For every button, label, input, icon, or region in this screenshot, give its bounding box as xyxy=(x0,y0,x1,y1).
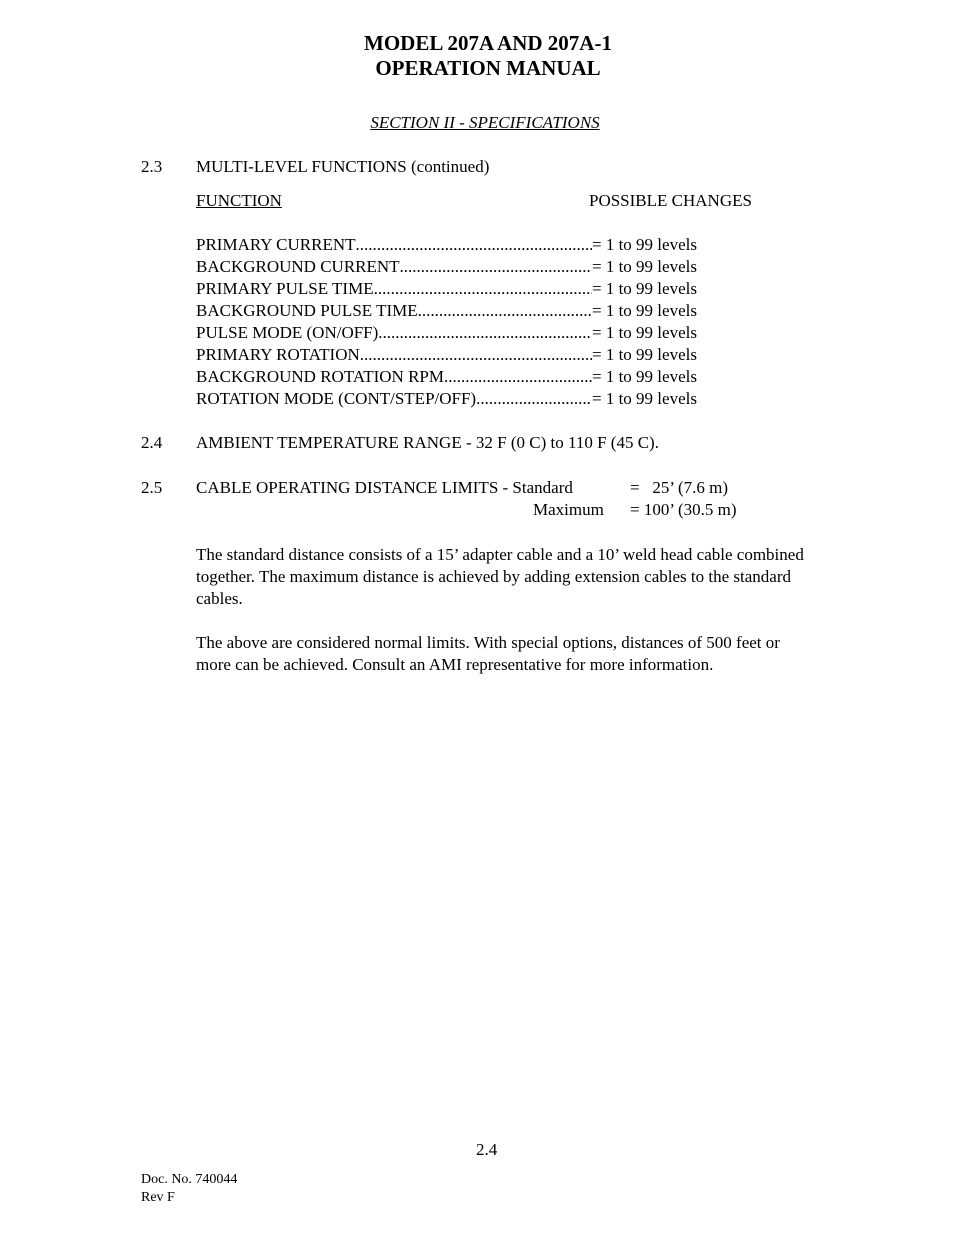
function-value: = 1 to 99 levels xyxy=(592,279,697,298)
title-line-2: OPERATION MANUAL xyxy=(375,56,601,80)
function-value: = 1 to 99 levels xyxy=(592,323,697,342)
section-2-3-heading: MULTI-LEVEL FUNCTIONS (continued) xyxy=(196,157,490,176)
function-value: = 1 to 99 levels xyxy=(592,389,697,408)
function-row: BACKGROUND ROTATION RPM ..... xyxy=(196,367,592,387)
function-value: = 1 to 99 levels xyxy=(592,257,697,276)
function-value: = 1 to 99 levels xyxy=(592,235,697,254)
section-2-4-text: AMBIENT TEMPERATURE RANGE - 32 F (0 C) to 110 F (45 C). xyxy=(196,433,659,452)
standard-distance-value: = 25’ (7.6 m) xyxy=(630,478,729,497)
function-value: = 1 to 99 levels xyxy=(592,367,697,386)
title-line-1: MODEL 207A AND 207A-1 xyxy=(364,31,612,55)
function-row: PULSE MODE (ON/OFF) ..... xyxy=(196,323,592,343)
function-row: PRIMARY CURRENT ..... xyxy=(196,235,592,255)
function-row: BACKGROUND PULSE TIME ..... xyxy=(196,301,592,321)
section-2-3-number: 2.3 xyxy=(141,157,163,176)
section-2-5-heading: CABLE OPERATING DISTANCE LIMITS - Standard xyxy=(196,478,573,497)
section-2-4-number: 2.4 xyxy=(141,433,163,452)
maximum-label: Maximum xyxy=(533,500,604,519)
function-row: ROTATION MODE (CONT/STEP/OFF) ..... xyxy=(196,389,592,409)
paragraph-standard-distance: The standard distance consists of a 15’ adapter cable and a 10’ weld head cable combined together. The maximum distance is achieved by adding extension cables to the standard cables. xyxy=(196,545,804,608)
section-2-5-number: 2.5 xyxy=(141,478,163,497)
section-title: SECTION II - SPECIFICATIONS xyxy=(370,113,600,132)
paragraph-normal-limits: The above are considered normal limits. With special options, distances of 500 feet or more can be achieved. Consult an AMI representative for more information. xyxy=(196,633,780,674)
column-header-possible-changes: POSSIBLE CHANGES xyxy=(589,191,752,210)
function-row: PRIMARY ROTATION ..... xyxy=(196,345,592,365)
revision: Rev F xyxy=(141,1190,175,1205)
function-value: = 1 to 99 levels xyxy=(592,345,697,364)
column-header-function: FUNCTION xyxy=(196,191,282,210)
page-number: 2.4 xyxy=(476,1140,498,1159)
function-row: PRIMARY PULSE TIME ..... xyxy=(196,279,592,299)
function-row: BACKGROUND CURRENT ..... xyxy=(196,257,592,277)
maximum-distance-value: = 100’ (30.5 m) xyxy=(630,500,737,519)
doc-number: Doc. No. 740044 xyxy=(141,1172,238,1187)
function-value: = 1 to 99 levels xyxy=(592,301,697,320)
